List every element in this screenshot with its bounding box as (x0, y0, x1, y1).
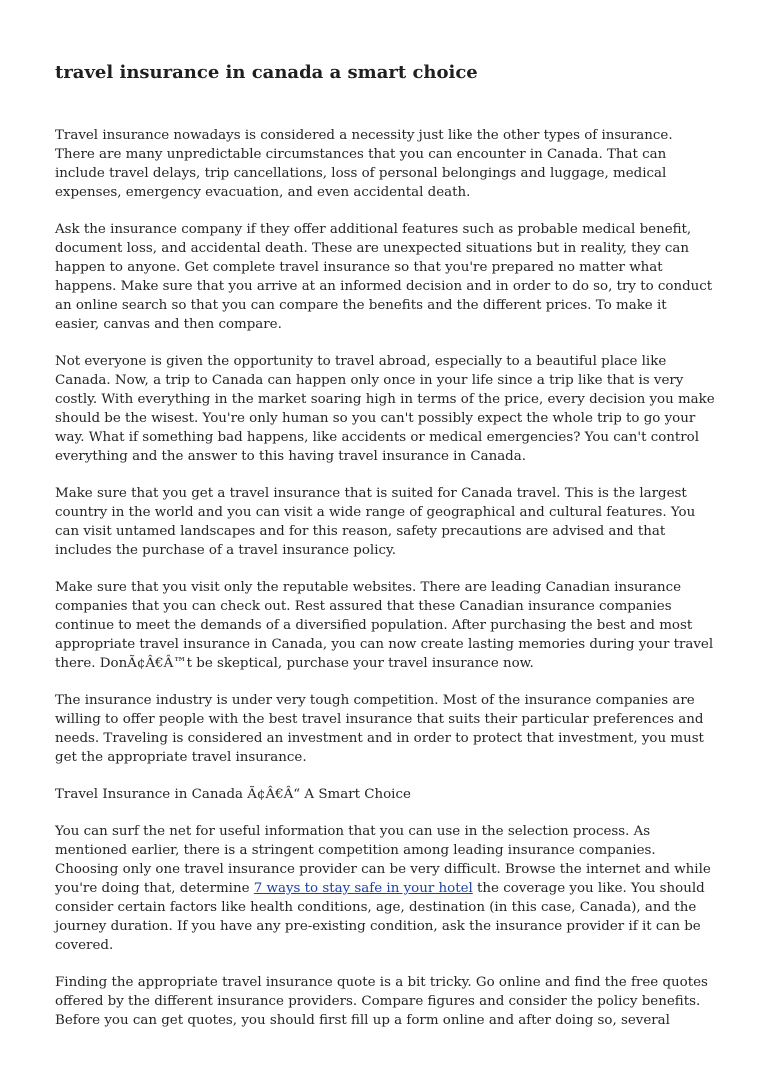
paragraph-competition: The insurance industry is under very tough competition. Most of the insurance companies are willing to offer people with the best travel insurance that suits their particular preferences and needs. Traveling is considered an investment and in order to protect that investment, you must get the appropriate travel insurance. (55, 693, 704, 765)
paragraph-opportunity: Not everyone is given the opportunity to travel abroad, especially to a beautiful place like Canada. Now, a trip to Canada can happen only once in your life since a trip like that is very costly. With everything in the market soaring high in terms of the price, every decision you make should be the wisest. You're only human so you can't possibly expect the whole trip to go your way. What if something bad happens, like accidents or medical emergencies? You can't control everything and the answer to this having travel insurance in Canada. (55, 354, 715, 464)
document-page (55, 62, 715, 1048)
paragraph-surf-net (55, 822, 715, 955)
paragraph-intro: Travel insurance nowadays is considered a necessity just like the other types of insurance. There are many unpredictable circumstances that you can encounter in Canada. That can include travel delays, trip cancellations, loss of personal belongings and luggage, medical expenses, emergency evacuation, and even accidental death. (55, 128, 673, 200)
paragraph-surf-net-before: You can surf the net for useful information that you can use in the selection process. As mentioned earlier, there is a stringent competition among leading insurance companies. Choosing only one travel insurance provider can be very difficult. Browse the internet and while you're doing that, determine (55, 824, 711, 896)
hotel-safety-link[interactable]: 7 ways to stay safe in your hotel (253, 881, 473, 896)
paragraph-canada-travel: Make sure that you get a travel insurance that is suited for Canada travel. This is the largest country in the world and you can visit a wide range of geographical and cultural features. You can visit untamed landscapes and for this reason, safety precautions are advised and that includes the purchase of a travel insurance policy. (55, 486, 696, 558)
paragraph-additional-features: Ask the insurance company if they offer additional features such as probable medical benefit, document loss, and accidental death. These are unexpected situations but in reality, they can happen to anyone. Get complete travel insurance so that you're prepared no matter what happens. Make sure that you arrive at an informed decision and in order to do so, try to conduct an online search so that you can compare the benefits and the different prices. To make it easier, canvas and then compare. (55, 222, 713, 332)
paragraph-quote: Finding the appropriate travel insurance quote is a bit tricky. Go online and find the free quotes offered by the different insurance providers. Compare figures and consider the policy benefits. Before you can get quotes, you should first fill up a form online and after doing so, several (55, 975, 708, 1028)
document-title: travel insurance in canada a smart choice (55, 62, 478, 83)
paragraph-surf-net-after: the coverage you like. You should consider certain factors like health conditions, age, destination (in this case, Canada), and the journey duration. If you have any pre-existing condition, ask the insurance provider if it can be covered. (55, 881, 705, 953)
subheading-smart-choice: Travel Insurance in Canada Ã¢Â€Â“ A Smart Choice (55, 787, 411, 802)
paragraph-reputable-websites: Make sure that you visit only the reputable websites. There are leading Canadian insurance companies that you can check out. Rest assured that these Canadian insurance companies continue to meet the demands of a diversified population. After purchasing the best and most appropriate travel insurance in Canada, you can now create lasting memories during your travel there. DonÃ¢Â€Â™t be skeptical, purchase your travel insurance now. (55, 580, 714, 671)
